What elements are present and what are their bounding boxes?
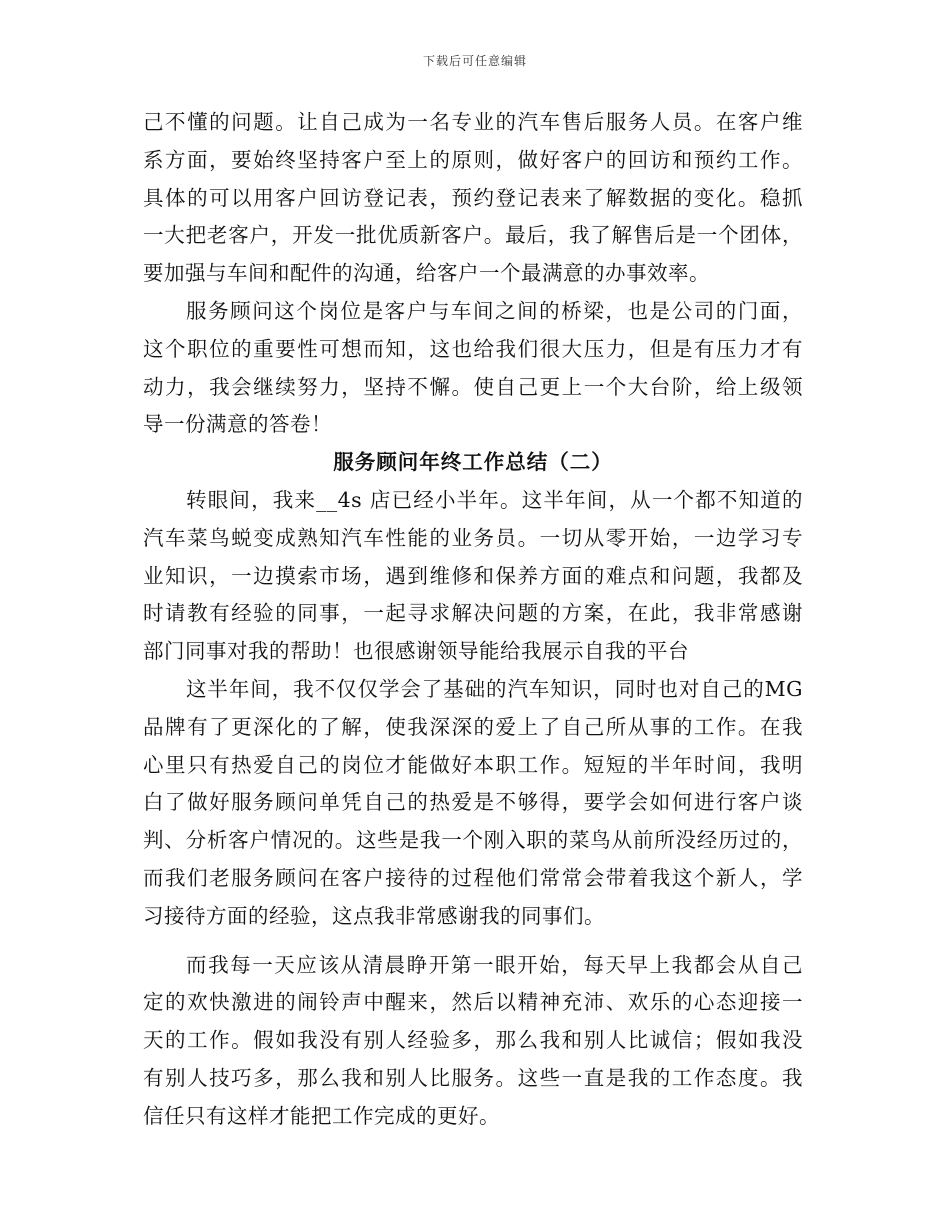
- text-line: 白了做好服务顾问单凭自己的热爱是不够得，要学会如何进行客户谈: [143, 790, 803, 815]
- text-line: 习接待方面的经验，这点我非常感谢我的同事们。: [143, 903, 605, 928]
- paragraph: [143, 293, 803, 444]
- page-header: 下载后可任意编辑: [422, 54, 527, 68]
- text-line: 有别人技巧多，那么我和别人比服务。这些一直是我的工作态度。我: [143, 1065, 803, 1090]
- text-line: 导一份满意的答卷！: [143, 412, 332, 437]
- text-line: 品牌有了更深化的了解，使我深深的爱上了自己所从事的工作。在我: [143, 714, 803, 739]
- text-line: 时请教有经验的同事，一起寻求解决问题的方案，在此，我非常感谢: [143, 601, 803, 626]
- text-line: 信任只有这样才能把工作完成的更好。: [143, 1103, 500, 1128]
- text-line: 转眼间，我来__4s 店已经小半年。这半年间，从一个都不知道的: [186, 487, 803, 512]
- paragraph-gap: [143, 936, 803, 947]
- text-line: 部门同事对我的帮助！也很感谢领导能给我展示自我的平台: [143, 639, 689, 664]
- text-line: 一大把老客户，开发一批优质新客户。最后，我了解售后是一个团体，: [143, 223, 803, 248]
- text-line: 而我们老服务顾问在客户接待的过程他们常常会带着我这个新人，学: [143, 865, 803, 890]
- text-line: 心里只有热爱自己的岗位才能做好本职工作。短短的半年时间，我明: [143, 752, 803, 777]
- text-line: 这个职位的重要性可想而知，这也给我们很大压力，但是有压力才有: [143, 336, 803, 361]
- document-body: [143, 104, 803, 1136]
- text-line: 系方面，要始终坚持客户至上的原则，做好客户的回访和预约工作。: [143, 147, 803, 172]
- text-line: 具体的可以用客户回访登记表，预约登记表来了解数据的变化。稳抓: [143, 185, 803, 210]
- text-line: 要加强与车间和配件的沟通，给客户一个最满意的办事效率。: [143, 261, 710, 286]
- paragraph: [143, 104, 803, 293]
- text-line: 汽车菜鸟蜕变成熟知汽车性能的业务员。一切从零开始，一边学习专: [143, 525, 803, 550]
- paragraph: [143, 947, 803, 1136]
- text-line: 定的欢快激进的闹铃声中醒来，然后以精神充沛、欢乐的心态迎接一: [143, 990, 803, 1015]
- text-line: 己不懂的问题。让自己成为一名专业的汽车售后服务人员。在客户维: [143, 110, 803, 134]
- paragraph: [143, 671, 803, 936]
- text-line: 动力，我会继续努力，坚持不懈。使自己更上一个大台阶，给上级领: [143, 374, 803, 399]
- text-line: 服务顾问这个岗位是客户与车间之间的桥梁，也是公司的门面，: [186, 298, 803, 323]
- section-heading: 服务顾问年终工作总结（二）: [333, 450, 613, 475]
- paragraph: [143, 482, 803, 671]
- text-line: 这半年间，我不仅仅学会了基础的汽车知识，同时也对自己的MG: [186, 676, 803, 701]
- text-line: 业知识，一边摸索市场，遇到维修和保养方面的难点和问题，我都及: [143, 563, 803, 588]
- text-line: 判、分析客户情况的。这些是我一个刚入职的菜鸟从前所没经历过的，: [143, 828, 803, 853]
- text-line: 而我每一天应该从清晨睁开第一眼开始，每天早上我都会从自己: [186, 952, 803, 977]
- text-line: 天的工作。假如我没有别人经验多，那么我和别人比诚信；假如我没: [143, 1028, 803, 1053]
